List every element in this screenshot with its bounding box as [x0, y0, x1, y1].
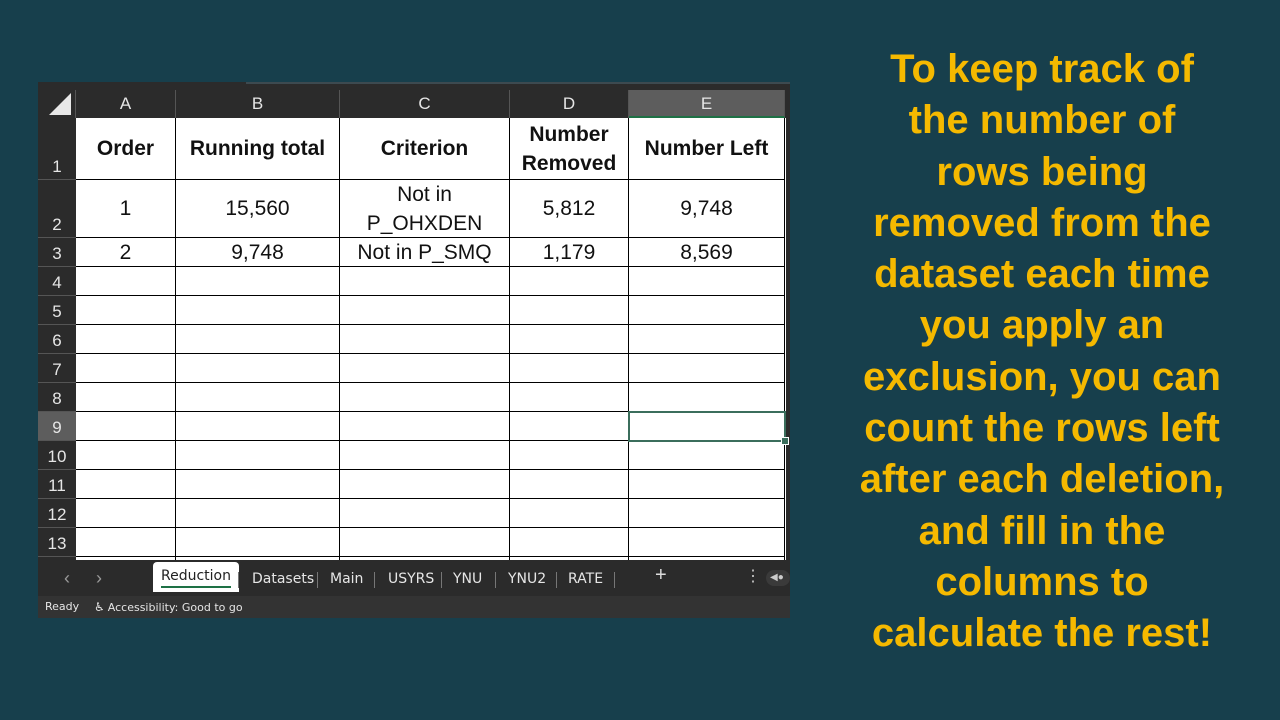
select-all-button[interactable] [38, 90, 76, 118]
status-ready: Ready [45, 600, 80, 613]
sheet-tab-bar [38, 560, 790, 596]
tab-ynu[interactable]: YNU [453, 571, 483, 587]
caption-line: you apply an [919, 303, 1165, 348]
row-header-9[interactable]: 9 [38, 412, 76, 441]
prev-sheet-chevron-icon[interactable]: ‹ [64, 568, 70, 588]
window-edge [246, 82, 790, 84]
tab-usyrs[interactable]: USYRS [388, 571, 435, 587]
cell-a3[interactable]: 2 [76, 238, 176, 267]
cell-d1[interactable]: Number Removed [510, 118, 629, 180]
cell-e3[interactable]: 8,569 [629, 238, 785, 267]
cell-d2[interactable]: 5,812 [510, 180, 629, 238]
row-header-8[interactable]: 8 [38, 383, 76, 412]
cell-d3[interactable]: 1,179 [510, 238, 629, 267]
tab-rate[interactable]: RATE [568, 571, 604, 587]
cell-e1[interactable]: Number Left [629, 118, 785, 180]
caption-line: after each deletion, [859, 457, 1225, 502]
tab-separator [238, 572, 239, 588]
caption-line: To keep track of [890, 47, 1194, 91]
column-header-b[interactable]: B [176, 90, 340, 118]
excel-window [38, 82, 790, 618]
caption-line: count the rows left [864, 406, 1220, 451]
tab-ynu2[interactable]: YNU2 [508, 571, 547, 587]
cell-c2[interactable]: Not in P_OHXDEN [340, 180, 510, 238]
row-header-5[interactable]: 5 [38, 296, 76, 325]
active-tab-underline [161, 586, 231, 588]
tab-separator [374, 572, 375, 588]
status-bar [38, 596, 790, 618]
horizontal-scrollbar[interactable]: ◀● [766, 570, 790, 586]
caption-line: calculate the rest! [871, 611, 1213, 656]
tab-main[interactable]: Main [330, 571, 364, 587]
select-all-triangle-icon [49, 93, 71, 115]
cell-a2[interactable]: 1 [76, 180, 176, 238]
cell-c3[interactable]: Not in P_SMQ [340, 238, 510, 267]
caption-line: the number of [908, 98, 1176, 143]
cell-c1[interactable]: Criterion [340, 118, 510, 180]
row-header-4[interactable]: 4 [38, 267, 76, 296]
more-options-icon[interactable]: ⋮ [745, 568, 761, 585]
caption-line: rows being [936, 149, 1148, 194]
row-header-6[interactable]: 6 [38, 325, 76, 354]
tab-separator [556, 572, 557, 588]
row-header-12[interactable]: 12 [38, 499, 76, 528]
tab-label: Reduction [161, 568, 231, 584]
cell-b1[interactable]: Running total [176, 118, 340, 180]
row-header-10[interactable]: 10 [38, 441, 76, 470]
caption-line: removed from the [873, 200, 1211, 245]
caption-line: and fill in the [918, 508, 1166, 553]
active-cell-e9[interactable] [628, 411, 786, 442]
caption-line: dataset each time [874, 252, 1210, 297]
accessibility-label: Accessibility: Good to go [107, 601, 243, 614]
tab-separator [441, 572, 442, 588]
row-header-13[interactable]: 13 [38, 528, 76, 557]
cell-b3[interactable]: 9,748 [176, 238, 340, 267]
add-sheet-plus-icon[interactable]: + [655, 564, 667, 586]
tab-datasets[interactable]: Datasets [252, 571, 315, 587]
fill-handle[interactable] [781, 437, 789, 445]
tab-reduction[interactable] [153, 562, 239, 592]
accessibility-icon: ♿ [94, 600, 105, 614]
cell-a1[interactable]: Order [76, 118, 176, 180]
caption-line: exclusion, you can [863, 354, 1221, 399]
next-sheet-chevron-icon[interactable]: › [96, 568, 102, 588]
cell-e2[interactable]: 9,748 [629, 180, 785, 238]
tab-separator [317, 572, 318, 588]
cell-b2[interactable]: 15,560 [176, 180, 340, 238]
column-header-c[interactable]: C [340, 90, 510, 118]
column-header-e[interactable]: E [629, 90, 785, 118]
cell-grid[interactable] [76, 118, 786, 560]
row-header-3[interactable]: 3 [38, 238, 76, 267]
tab-separator [495, 572, 496, 588]
instruction-caption [832, 44, 1252, 660]
column-header-d[interactable]: D [510, 90, 629, 118]
row-header-11[interactable]: 11 [38, 470, 76, 499]
column-header-a[interactable]: A [76, 90, 176, 118]
accessibility-status[interactable] [94, 600, 243, 614]
row-header-2[interactable]: 2 [38, 180, 76, 238]
row-header-7[interactable]: 7 [38, 354, 76, 383]
caption-line: columns to [935, 559, 1149, 604]
row-header-1[interactable]: 1 [38, 118, 76, 180]
tab-separator [614, 572, 615, 588]
